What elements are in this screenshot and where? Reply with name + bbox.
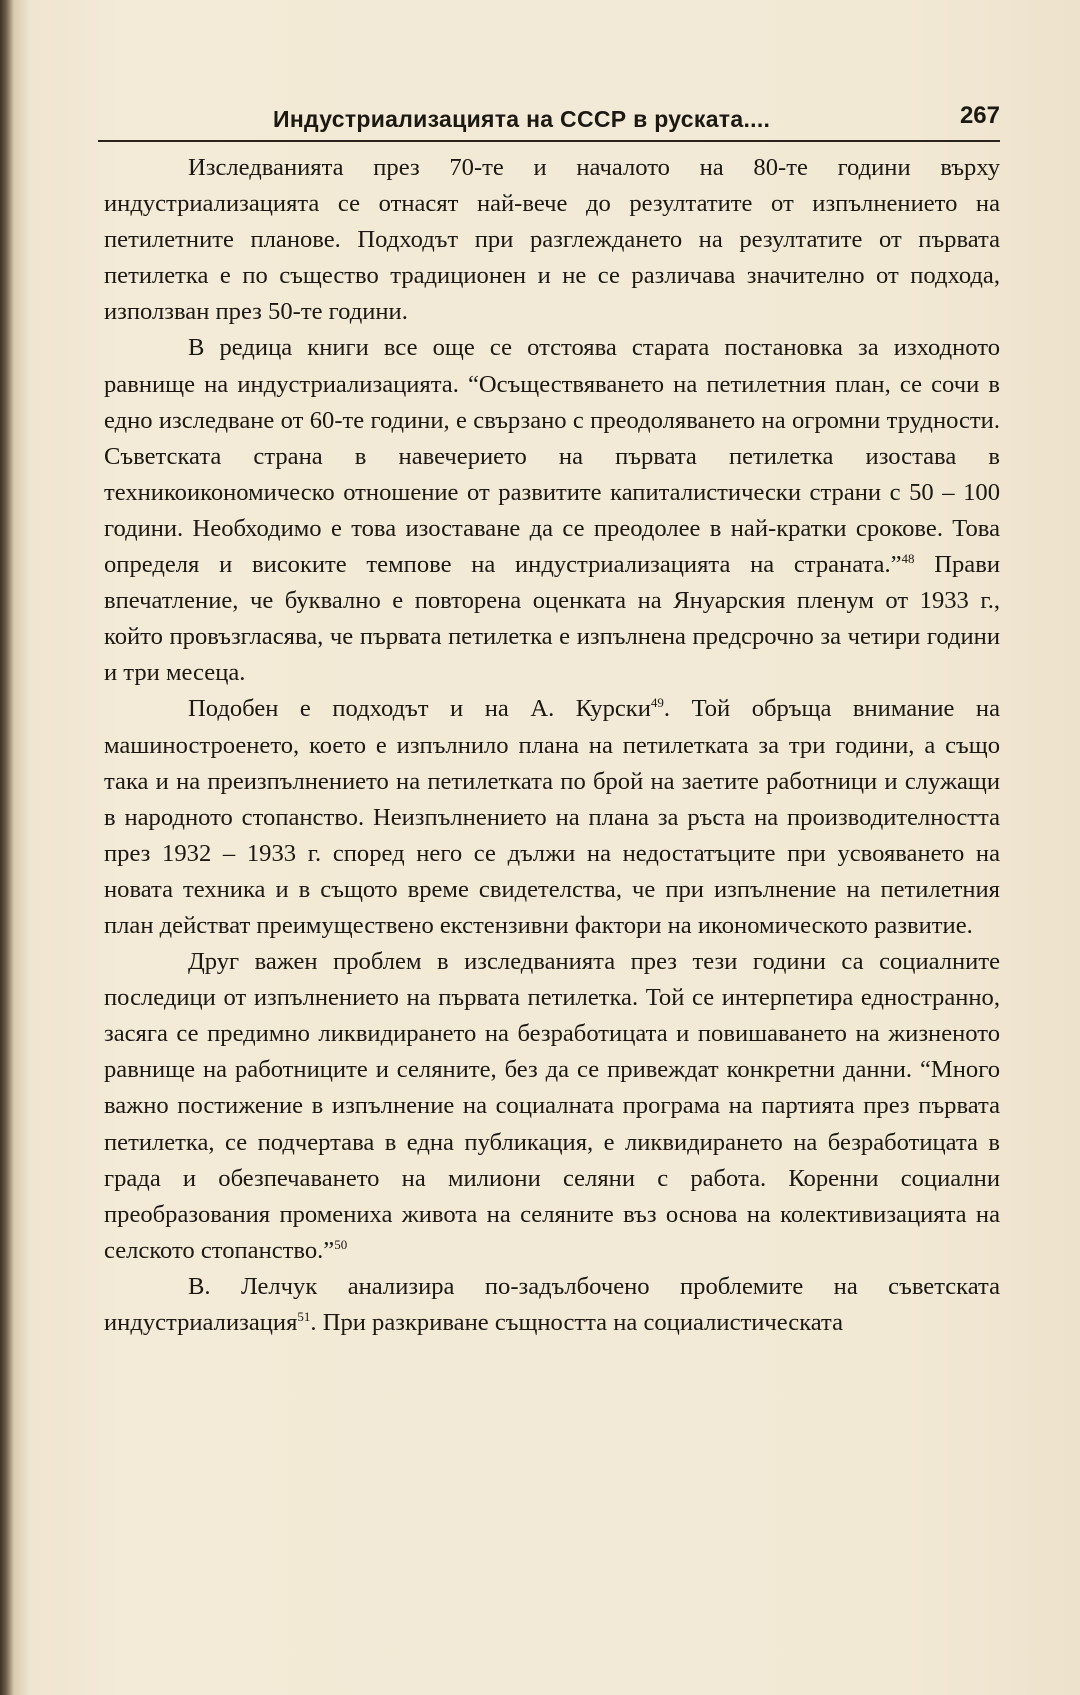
paragraph-text: В редица книги все още се отстоява старата постановка за изходното равнище на индустриализацията. “Осъществяването на петилетния план, се сочи в едно изследване от 60-те години, е свързано с преодоляването на огромни трудности. Съветската страна в навечерието на първата петилетка изостава в техникоикономическо отношение от развитите капиталистически страни с 50 – 100 години. Необходимо е това изоставане да се преодолее в най-кратки срокове. Това определя и високите темпове на индустриализацията на страната.” xyxy=(104,334,1000,579)
paragraph-3 xyxy=(104,691,1000,944)
paragraph-text-continued: Прави впечатление, че буквално е повторена оценката на Януарския пленум от 1933 г., който провъзгласява, че първата петилетка е изпълнена предсрочно за четири години и три месеца. xyxy=(104,551,1000,687)
body-text xyxy=(104,150,1000,1341)
paragraph-4 xyxy=(104,944,1000,1269)
footnote-ref-51: 51 xyxy=(297,1308,311,1324)
footnote-ref-50: 50 xyxy=(334,1236,348,1252)
paragraph-5 xyxy=(104,1269,1000,1341)
paragraph-text: Подобен е подходът и на А. Курски xyxy=(188,695,651,723)
footnote-ref-48: 48 xyxy=(901,550,915,566)
paragraph-text: Изследванията през 70-те и началото на 80-те години върху индустриализацията се отнасят най-вече до резултатите от изпълнението на петилетните планове. Подходът при разглеждането на резултатите от първата петилетка е по същество традиционен и не се различава значително от подхода, използван през 50-те години. xyxy=(104,154,1000,326)
running-title: Индустриализацията на СССР в руската.... xyxy=(273,106,771,132)
paragraph-1 xyxy=(104,150,1000,330)
running-header xyxy=(98,100,1000,142)
paragraph-text: Друг важен проблем в изследванията през тези години са социалните последици от изпълнението на първата петилетка. Той се интерпетира едностранно, засяга се предимно ликвидирането на безработицата и повишаването на жизненото равнище на работниците и селяните, без да се привеждат конкретни данни. “Много важно постижение в изпълнение на социалната програма на партията през първата петилетка, се подчертава в една публикация, е ликвидирането на безработицата в града и обезпечаването на милиони селяни с работа. Коренни социални преобразования промениха живота на селяните въз основа на колективизацията на селското стопанство.” xyxy=(104,948,1000,1264)
paragraph-text: В. Лелчук анализира по-задълбочено проблемите на съветската индустриализация xyxy=(104,1272,1000,1336)
paragraph-text-continued: . При разкриване същността на социалистическата xyxy=(310,1309,844,1336)
paragraph-text-continued: . Той обръща внимание на машиностроенето, което е изпълнило плана на петилетката за три години, а също така и на преизпълнението на петилетката по брой на заетите работници и служащи в народното стопанство. Неизпълнението на плана за ръста на производителността през 1932 – 1933 г. според него се дължи на недостатъците при усвояването на новата техника и в същото време свидетелства, че при изпълнение на петилетния план действат преимуществено екстензивни фактори на икономическото развитие. xyxy=(104,695,1000,939)
footnote-ref-49: 49 xyxy=(650,695,664,711)
page-number: 267 xyxy=(959,102,1000,129)
paragraph-2 xyxy=(104,330,1000,691)
